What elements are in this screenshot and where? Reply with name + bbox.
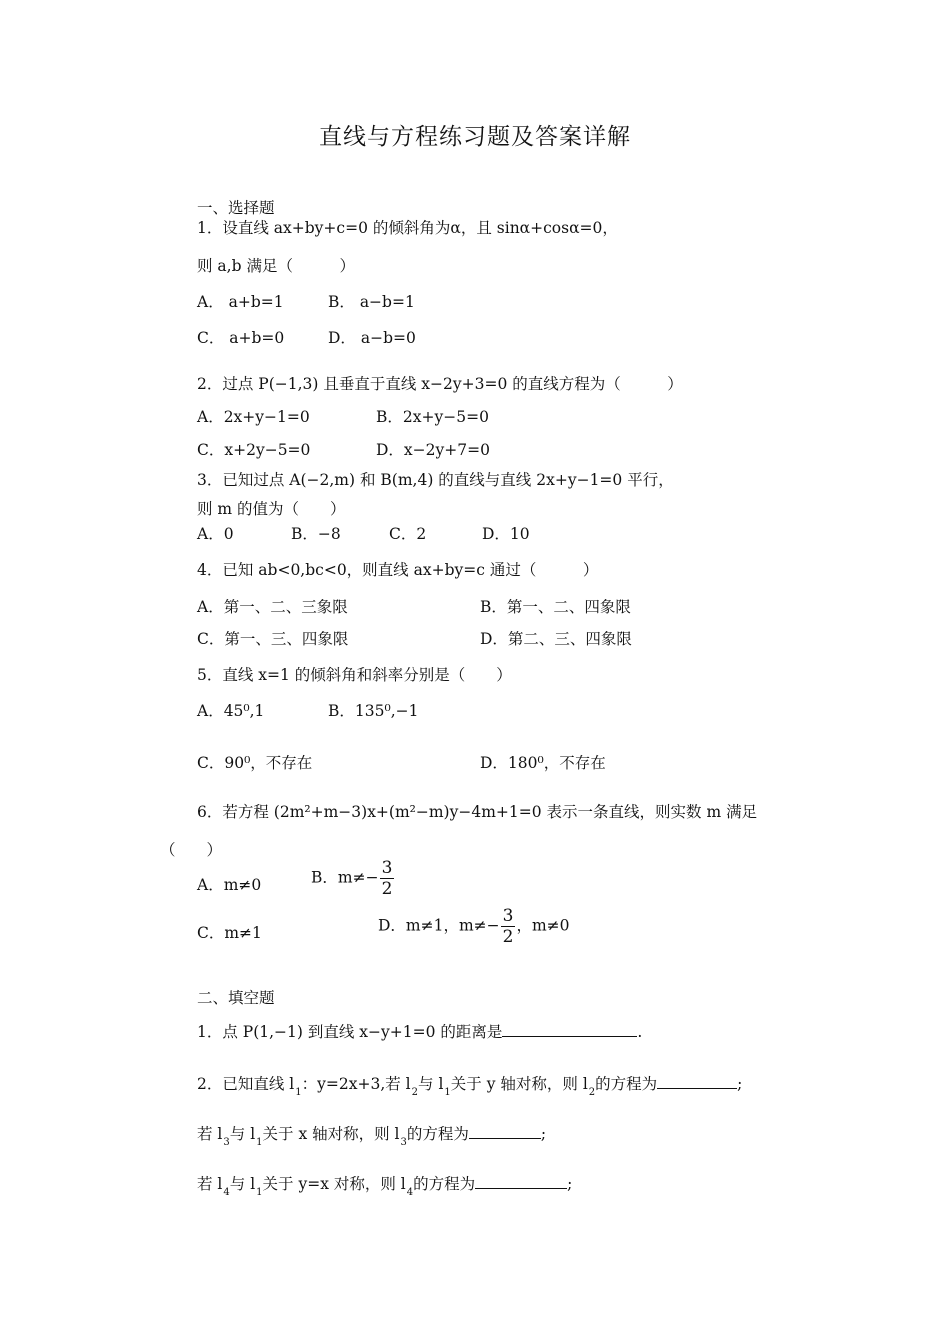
text-segment: 的方程为 xyxy=(406,1125,469,1143)
q2-option-a: A．2x+y−1=0 xyxy=(197,408,310,426)
subscript: 1 xyxy=(256,1137,263,1148)
q3-stem: 3．已知过点 A(−2,m) 和 B(m,4) 的直线与直线 2x+y−1=0 平行， xyxy=(197,471,674,489)
text-segment: ; xyxy=(567,1175,573,1193)
q3-option-a: A．0 xyxy=(197,525,234,543)
q3-stem-cont: 则 m 的值为（ ） xyxy=(197,500,346,518)
q6-option-d xyxy=(378,906,570,947)
subscript: 3 xyxy=(223,1137,230,1148)
fraction-numerator: 3 xyxy=(381,858,393,878)
fraction-numerator: 3 xyxy=(502,906,514,926)
q2-option-d: D．x−2y+7=0 xyxy=(376,441,490,459)
q3-option-c: C．2 xyxy=(389,525,427,543)
q2-option-b: B．2x+y−5=0 xyxy=(376,408,489,426)
answer-blank[interactable] xyxy=(469,1122,541,1139)
answer-blank[interactable] xyxy=(657,1072,737,1089)
fill-q2-line1 xyxy=(197,1072,743,1098)
text-segment: 关于 y 轴对称，则 l xyxy=(450,1075,588,1093)
q3-option-d: D．10 xyxy=(482,525,530,543)
subscript: 2 xyxy=(411,1087,419,1098)
text-segment: 的方程为 xyxy=(595,1075,658,1093)
text-segment: ：y=2x+3,若 l xyxy=(301,1075,411,1093)
fraction-denominator: 2 xyxy=(502,927,514,947)
q2-option-c: C．x+2y−5=0 xyxy=(197,441,311,459)
text-segment: 2．已知直线 l xyxy=(197,1075,295,1093)
fill-q1-text: 1．点 P(1,−1) 到直线 x−y+1=0 的距离是 xyxy=(197,1023,503,1041)
q5-option-c: C．90⁰，不存在 xyxy=(197,754,313,772)
fill-q2-line3 xyxy=(197,1172,573,1198)
section-heading-choice: 一、选择题 xyxy=(197,199,275,217)
text-segment: ; xyxy=(737,1075,743,1093)
q5-stem: 5．直线 x=1 的倾斜角和斜率分别是（ ） xyxy=(197,666,512,684)
q6-option-c: C．m≠1 xyxy=(197,924,262,942)
subscript: 2 xyxy=(588,1087,596,1098)
q5-option-d: D．180⁰，不存在 xyxy=(480,754,606,772)
answer-blank[interactable] xyxy=(502,1020,637,1037)
subscript: 1 xyxy=(295,1087,302,1098)
q6-option-d-suffix: ，m≠0 xyxy=(516,916,570,935)
q2-stem: 2．过点 P(−1,3) 且垂直于直线 x−2y+3=0 的直线方程为（ ） xyxy=(197,375,683,393)
text-segment: 与 l xyxy=(229,1125,256,1143)
q5-option-b: B．135⁰,−1 xyxy=(328,702,419,720)
q1-stem: 1．设直线 ax+by+c=0 的倾斜角为α，且 sinα+cosα=0， xyxy=(197,219,618,237)
q6-stem-cont: （ ） xyxy=(160,841,223,859)
answer-blank[interactable] xyxy=(475,1172,567,1189)
q6-option-a: A．m≠0 xyxy=(197,876,262,894)
fraction-three-halves xyxy=(501,906,516,947)
text-segment: 若 l xyxy=(197,1175,223,1193)
q1-stem-cont: 则 a,b 满足（ ） xyxy=(197,257,355,275)
q4-option-c: C．第一、三、四象限 xyxy=(197,630,349,648)
text-segment: 关于 x 轴对称，则 l xyxy=(262,1125,400,1143)
q3-option-b: B．−8 xyxy=(291,525,341,543)
q6-option-b-text: B．m≠− xyxy=(311,868,379,887)
text-segment: 若 l xyxy=(197,1125,223,1143)
text-segment: 与 l xyxy=(229,1175,256,1193)
q4-option-a: A．第一、二、三象限 xyxy=(197,598,348,616)
q6-stem: 6．若方程 (2m²+m−3)x+(m²−m)y−4m+1=0 表示一条直线，则实数 m 满足 xyxy=(197,803,758,821)
q6-option-b xyxy=(311,858,395,899)
q1-option-c: C． a+b=0 xyxy=(197,329,285,347)
fill-q1 xyxy=(197,1020,642,1042)
fill-q1-end: . xyxy=(637,1023,643,1041)
fraction-denominator: 2 xyxy=(381,879,393,899)
text-segment: ; xyxy=(540,1125,547,1143)
q1-option-b: B． a−b=1 xyxy=(328,293,415,311)
subscript: 1 xyxy=(256,1187,263,1198)
q4-option-d: D．第二、三、四象限 xyxy=(480,630,632,648)
page-title: 直线与方程练习题及答案详解 xyxy=(319,124,631,150)
q1-option-d: D． a−b=0 xyxy=(328,329,416,347)
q5-option-a: A．45⁰,1 xyxy=(197,702,265,720)
section-heading-fill: 二、填空题 xyxy=(197,989,275,1007)
subscript: 1 xyxy=(444,1087,451,1098)
subscript: 3 xyxy=(400,1137,407,1148)
text-segment: 关于 y=x 对称，则 l xyxy=(262,1175,406,1193)
q4-option-b: B．第一、二、四象限 xyxy=(480,598,631,616)
subscript: 4 xyxy=(223,1187,230,1198)
subscript: 4 xyxy=(406,1187,414,1198)
text-segment: 与 l xyxy=(418,1075,444,1093)
text-segment: 的方程为 xyxy=(413,1175,476,1193)
q1-option-a: A． a+b=1 xyxy=(197,293,284,311)
q6-option-d-text: D．m≠1，m≠− xyxy=(378,916,500,935)
q4-stem: 4．已知 ab<0,bc<0，则直线 ax+by=c 通过（ ） xyxy=(197,561,599,579)
fraction-three-halves xyxy=(380,858,395,899)
fill-q2-line2 xyxy=(197,1122,547,1148)
